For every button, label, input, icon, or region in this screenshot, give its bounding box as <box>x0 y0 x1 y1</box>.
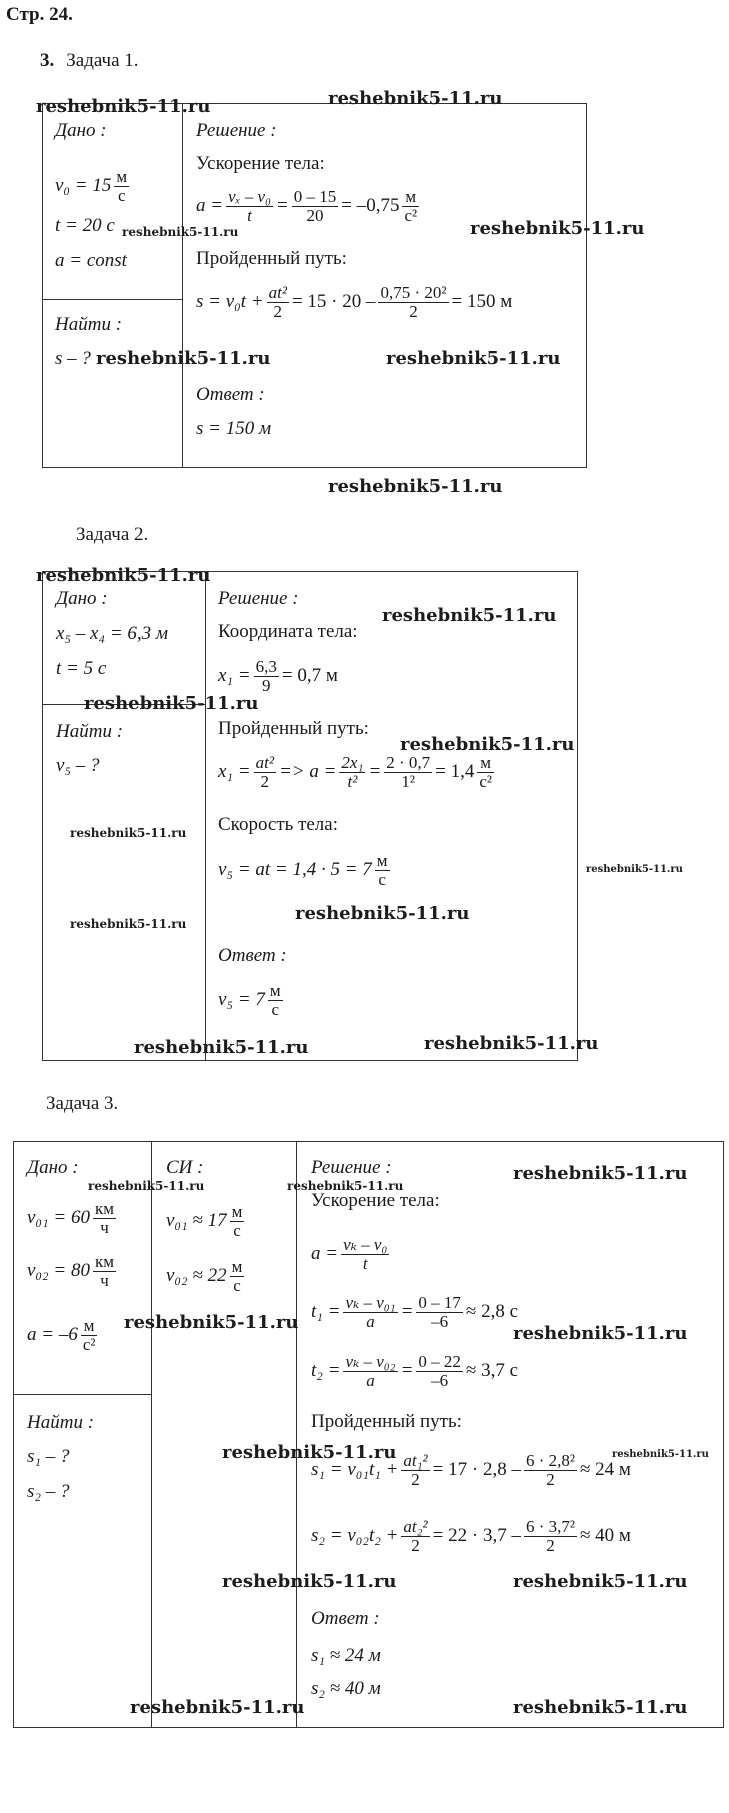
task2-answer: v₅ = 7 $\frac{м}{с}$ <box>218 981 281 1019</box>
watermark: reshebnik5-11.ru <box>513 1571 688 1592</box>
watermark: reshebnik5-11.ru <box>222 1442 397 1463</box>
watermark: reshebnik5-11.ru <box>88 1179 205 1193</box>
task3-given-a: a = –6 $\frac{м}{\text{с²}}$ <box>27 1316 96 1354</box>
task3-si-label: СИ : <box>166 1157 204 1178</box>
watermark: reshebnik5-11.ru <box>513 1323 688 1344</box>
task3-solution-label: Решение : <box>311 1157 392 1178</box>
task1-accel-formula: a = $\frac{\text{vₓ – v₀}}{t}$ = $\frac{0 - 15}{20}$ = –0,75 $\frac{м}{\text{с²}}$ <box>196 187 418 225</box>
task3-answer-s2: s₂ ≈ 40 м <box>311 1678 381 1699</box>
task3-path-heading: Пройденный путь: <box>311 1411 462 1432</box>
task3-accel-heading: Ускорение тела: <box>311 1190 440 1211</box>
task3-accel-formula: a = $\frac{\text{vₖ – v₀}}{t}$ <box>311 1235 388 1273</box>
watermark: reshebnik5-11.ru <box>328 476 503 497</box>
page-label: Стр. 24. <box>6 4 73 25</box>
task2-given-label: Дано : <box>56 588 108 609</box>
task3-answer-s1: s₁ ≈ 24 м <box>311 1645 381 1666</box>
watermark: reshebnik5-11.ru <box>70 826 187 840</box>
task3-box <box>13 1141 724 1728</box>
watermark: reshebnik5-11.ru <box>400 734 575 755</box>
watermark: reshebnik5-11.ru <box>70 917 187 931</box>
watermark: reshebnik5-11.ru <box>586 864 683 875</box>
task2-coord-formula: x₁ = $\frac{6,3}{9}$ = 0,7 м <box>218 657 338 695</box>
task1-given-label: Дано : <box>55 120 107 141</box>
task3-t1-formula: t₁ = $\frac{\text{vₖ – v₀₁}}{a}$ = $\frac{0 - 17}{-6}$ ≈ 2,8 с <box>311 1293 519 1331</box>
watermark: reshebnik5-11.ru <box>84 693 259 714</box>
watermark: reshebnik5-11.ru <box>36 96 211 117</box>
task2-speed-formula: v₅ = at = 1,4 · 5 = 7 $\frac{м}{с}$ <box>218 851 388 889</box>
task1-solution-label: Решение : <box>196 120 277 141</box>
task2-path-heading: Пройденный путь: <box>218 718 369 739</box>
task1-answer: s = 150 м <box>196 418 272 439</box>
watermark: reshebnik5-11.ru <box>222 1571 397 1592</box>
watermark: reshebnik5-11.ru <box>124 1312 299 1333</box>
task3-si-v01: v₀₁ ≈ 17 $\frac{м}{с}$ <box>166 1202 243 1240</box>
task1-divider <box>182 103 183 468</box>
watermark: reshebnik5-11.ru <box>513 1697 688 1718</box>
task1-given-a: a = const <box>55 250 127 271</box>
watermark: reshebnik5-11.ru <box>328 88 503 109</box>
task3-given-divider <box>13 1394 152 1395</box>
task1-given-t: t = 20 с <box>55 215 115 236</box>
task2-path-formula: x₁ = $\frac{\text{at²}}{2}$ => a = $\frac{\text{2x₁}}{\text{t²}}$ = $\frac{2 \cdot 0,7}{\text{1²}}$ = 1,4 $\frac{м}{\text{с²}}$ <box>218 753 493 791</box>
section-number: 3. <box>40 50 55 71</box>
watermark: reshebnik5-11.ru <box>122 225 239 239</box>
watermark: reshebnik5-11.ru <box>287 1179 404 1193</box>
task3-divider-solution <box>296 1141 297 1728</box>
task2-find-label: Найти : <box>56 721 124 742</box>
watermark: reshebnik5-11.ru <box>36 565 211 586</box>
task3-given-label: Дано : <box>27 1157 79 1178</box>
task3-t2-formula: t₂ = $\frac{\text{vₖ – v₀₂}}{a}$ = $\frac{0 - 22}{-6}$ ≈ 3,7 с <box>311 1352 519 1390</box>
task3-find-s1: s₁ – ? <box>27 1446 70 1467</box>
task2-solution-label: Решение : <box>218 588 299 609</box>
task3-s2-formula: s₂ = v₀₂t₂ + $\frac{\text{at₂²}}{2}$ = 22 · 3,7 – $\frac{\text{6 · 3,7²}}{2}$ ≈ 40 м <box>311 1517 631 1555</box>
watermark: reshebnik5-11.ru <box>470 218 645 239</box>
watermark: reshebnik5-11.ru <box>386 348 561 369</box>
watermark: reshebnik5-11.ru <box>295 903 470 924</box>
task1-path-heading: Пройденный путь: <box>196 248 347 269</box>
task1-find: s – ? <box>55 348 91 369</box>
watermark: reshebnik5-11.ru <box>612 1449 709 1460</box>
watermark: reshebnik5-11.ru <box>96 348 271 369</box>
task1-path-formula: s = v₀t + $\frac{\text{at²}}{2}$ = 15 · 20 – $\frac{\text{0,75 · 20²}}{2}$ = 150 м <box>196 283 513 321</box>
task2-divider <box>205 571 206 1061</box>
task3-find-s2: s₂ – ? <box>27 1481 70 1502</box>
watermark: reshebnik5-11.ru <box>513 1163 688 1184</box>
task1-answer-label: Ответ : <box>196 384 265 405</box>
task1-accel-heading: Ускорение тела: <box>196 153 325 174</box>
task3-s1-formula: s₁ = v₀₁t₁ + $\frac{\text{at₁²}}{2}$ = 17 · 2,8 – $\frac{\text{6 · 2,8²}}{2}$ ≈ 24 м <box>311 1451 631 1489</box>
task3-given-v02: v₀₂ = 80 $\frac{км}{ч}$ <box>27 1252 114 1290</box>
task1-find-label: Найти : <box>55 314 123 335</box>
task3-given-v01: v₀₁ = 60 $\frac{км}{ч}$ <box>27 1199 114 1237</box>
task3-answer-label: Ответ : <box>311 1608 380 1629</box>
task2-coord-heading: Координата тела: <box>218 621 358 642</box>
task3-si-v02: v₀₂ ≈ 22 $\frac{м}{с}$ <box>166 1257 243 1295</box>
task2-answer-label: Ответ : <box>218 945 287 966</box>
watermark: reshebnik5-11.ru <box>130 1697 305 1718</box>
watermark: reshebnik5-11.ru <box>424 1033 599 1054</box>
task3-divider-si <box>151 1141 152 1728</box>
task2-find: v₅ – ? <box>56 755 100 776</box>
task2-given-t: t = 5 с <box>56 658 107 679</box>
watermark: reshebnik5-11.ru <box>382 605 557 626</box>
watermark: reshebnik5-11.ru <box>134 1037 309 1058</box>
task1-given-v0: v₀ = 15 $\frac{м}{с}$ <box>55 167 128 205</box>
task3-title: Задача 3. <box>46 1093 119 1114</box>
task1-heading <box>40 50 139 72</box>
task1-given-divider <box>42 299 183 300</box>
task1-title: Задача 1. <box>66 50 139 71</box>
task2-speed-heading: Скорость тела: <box>218 814 338 835</box>
task2-given-dx: x₅ – x₄ = 6,3 м <box>56 623 169 644</box>
task3-find-label: Найти : <box>27 1412 95 1433</box>
task2-title: Задача 2. <box>76 524 149 545</box>
